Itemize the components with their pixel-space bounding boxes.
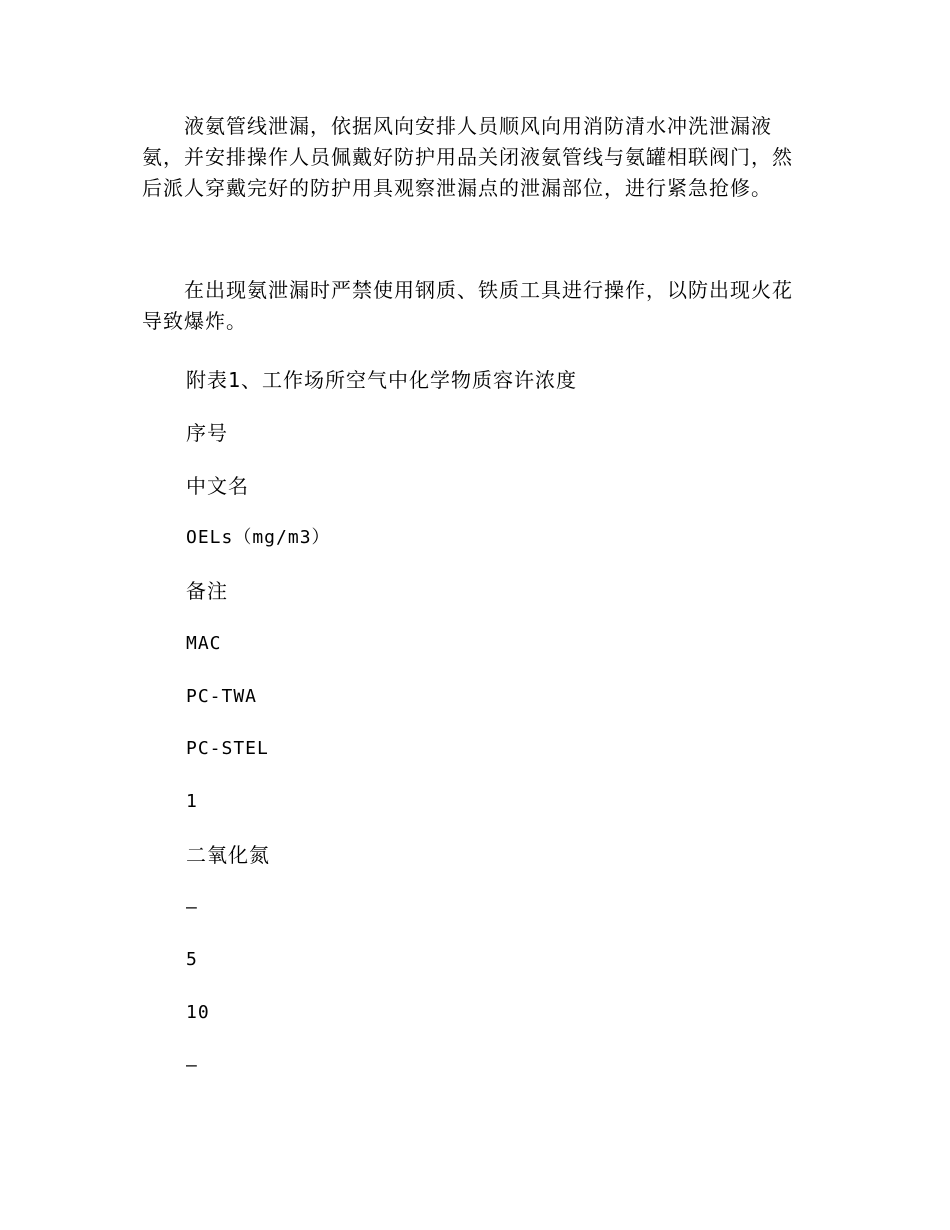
header-chinese-name: 中文名 bbox=[186, 474, 249, 498]
header-index: 序号 bbox=[186, 421, 228, 445]
paragraph-ammonia-pipeline-leak: 液氨管线泄漏，依据风向安排人员顺风向用消防清水冲洗泄漏液氨，并安排操作人员佩戴好防护用品关闭液氨管线与氨罐相联阀门，然后派人穿戴完好的防护用具观察泄漏点的泄漏部位，进行紧急抢修。 bbox=[142, 114, 793, 200]
header-mac: MAC bbox=[186, 633, 222, 654]
header-pc-stel: PC-STEL bbox=[186, 738, 269, 759]
header-oels: OELs（mg/m3） bbox=[186, 527, 331, 548]
row-1-chinese-name: 二氧化氮 bbox=[186, 843, 270, 867]
header-remark: 备注 bbox=[186, 579, 228, 603]
row-1-remark: – bbox=[186, 1055, 198, 1076]
row-1-pc-twa: 5 bbox=[186, 949, 198, 970]
row-1-index: 1 bbox=[186, 791, 198, 812]
table-caption: 附表1、工作场所空气中化学物质容许浓度 bbox=[186, 368, 578, 392]
row-1-pc-stel: 10 bbox=[186, 1002, 210, 1023]
paragraph-no-steel-tools: 在出现氨泄漏时严禁使用钢质、铁质工具进行操作，以防出现火花导致爆炸。 bbox=[142, 278, 793, 333]
header-pc-twa: PC-TWA bbox=[186, 686, 258, 707]
row-1-mac: – bbox=[186, 897, 198, 918]
